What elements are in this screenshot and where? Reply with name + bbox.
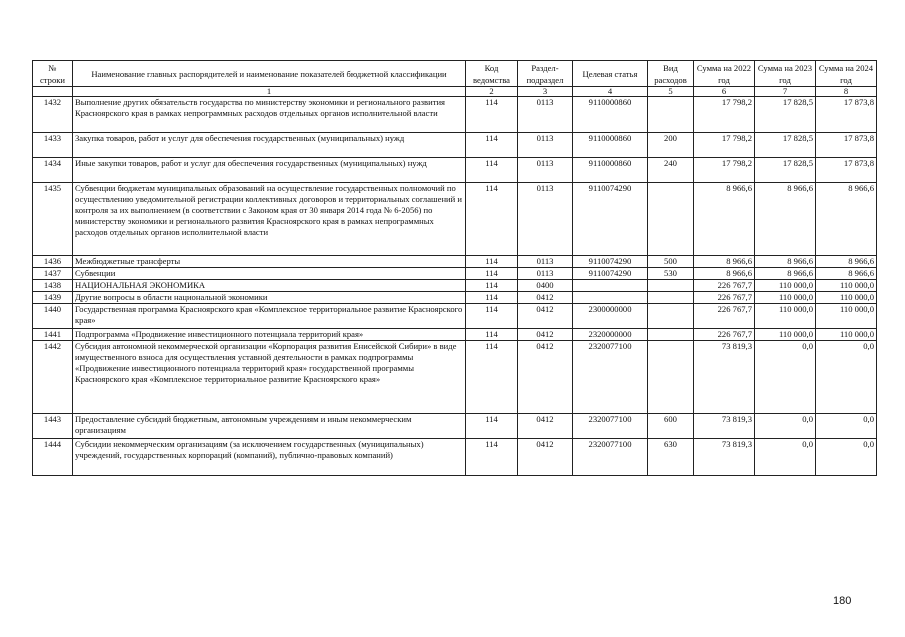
section-code: 0400 <box>518 280 573 292</box>
header-department-code: Код ведомства <box>466 61 518 87</box>
sum-2022: 17 798,2 <box>694 133 755 158</box>
row-name: Субвенции бюджетам муниципальных образований на осуществление государственных полномочий по осуществлению уведомительной регистрации коллективных договоров и территориальных соглашений и контроля за их выполнением (в соответствии с Законом края от 30 января 2014 года № 6-2056) по министерству экономики и регионального развития Красноярского края в рамках непрограммных расходов отдельных органов исполнительной власти <box>73 183 466 256</box>
department-code: 114 <box>466 256 518 268</box>
target-item: 9110074290 <box>573 256 648 268</box>
section-code: 0113 <box>518 158 573 183</box>
expense-type: 500 <box>648 256 694 268</box>
sum-2022: 8 966,6 <box>694 256 755 268</box>
section-code: 0113 <box>518 183 573 256</box>
sum-2022: 17 798,2 <box>694 158 755 183</box>
department-code: 114 <box>466 97 518 133</box>
row-name: Закупка товаров, работ и услуг для обеспечения государственных (муниципальных) нужд <box>73 133 466 158</box>
sum-2022: 8 966,6 <box>694 268 755 280</box>
expense-type: 600 <box>648 414 694 439</box>
sum-2024: 17 873,8 <box>816 133 877 158</box>
target-item: 2300000000 <box>573 304 648 329</box>
sum-2024: 0,0 <box>816 439 877 476</box>
header-section: Раздел-подраздел <box>518 61 573 87</box>
sum-2023: 0,0 <box>755 341 816 414</box>
column-number: 6 <box>694 87 755 97</box>
row-number: 1436 <box>33 256 73 268</box>
expense-type <box>648 292 694 304</box>
table-row <box>33 304 877 329</box>
row-number: 1432 <box>33 97 73 133</box>
sum-2024: 8 966,6 <box>816 268 877 280</box>
department-code: 114 <box>466 158 518 183</box>
target-item: 9110000860 <box>573 158 648 183</box>
section-code: 0412 <box>518 292 573 304</box>
table-row <box>33 133 877 158</box>
department-code: 114 <box>466 133 518 158</box>
budget-table <box>32 60 877 476</box>
row-number: 1434 <box>33 158 73 183</box>
sum-2024: 17 873,8 <box>816 97 877 133</box>
header-target-item: Целевая статья <box>573 61 648 87</box>
sum-2022: 73 819,3 <box>694 414 755 439</box>
table-row <box>33 439 877 476</box>
target-item <box>573 280 648 292</box>
column-number: 8 <box>816 87 877 97</box>
header-row-number: № строки <box>33 61 73 87</box>
row-name: Субсидии некоммерческим организациям (за исключением государственных (муниципальных) учреждений, государственных корпораций (компаний), публично-правовых компаний) <box>73 439 466 476</box>
target-item <box>573 292 648 304</box>
target-item: 2320077100 <box>573 341 648 414</box>
department-code: 114 <box>466 414 518 439</box>
sum-2024: 110 000,0 <box>816 280 877 292</box>
header-sum-2024: Сумма на 2024 год <box>816 61 877 87</box>
section-code: 0412 <box>518 341 573 414</box>
target-item: 9110000860 <box>573 97 648 133</box>
sum-2023: 8 966,6 <box>755 256 816 268</box>
department-code: 114 <box>466 280 518 292</box>
row-number: 1438 <box>33 280 73 292</box>
sum-2023: 110 000,0 <box>755 329 816 341</box>
sum-2024: 17 873,8 <box>816 158 877 183</box>
department-code: 114 <box>466 329 518 341</box>
table-row <box>33 268 877 280</box>
department-code: 114 <box>466 183 518 256</box>
row-number: 1437 <box>33 268 73 280</box>
department-code: 114 <box>466 439 518 476</box>
sum-2022: 73 819,3 <box>694 341 755 414</box>
sum-2024: 8 966,6 <box>816 183 877 256</box>
section-code: 0113 <box>518 133 573 158</box>
row-name: НАЦИОНАЛЬНАЯ ЭКОНОМИКА <box>73 280 466 292</box>
column-number: 7 <box>755 87 816 97</box>
header-sum-2022: Сумма на 2022 год <box>694 61 755 87</box>
sum-2023: 17 828,5 <box>755 133 816 158</box>
row-number: 1435 <box>33 183 73 256</box>
department-code: 114 <box>466 341 518 414</box>
expense-type: 200 <box>648 133 694 158</box>
sum-2024: 0,0 <box>816 414 877 439</box>
row-name: Подпрограмма «Продвижение инвестиционного потенциала территорий края» <box>73 329 466 341</box>
table-row <box>33 292 877 304</box>
target-item: 9110074290 <box>573 183 648 256</box>
row-name: Государственная программа Красноярского края «Комплексное территориальное развитие Красноярского края» <box>73 304 466 329</box>
table-row <box>33 341 877 414</box>
section-code: 0412 <box>518 304 573 329</box>
column-number: 5 <box>648 87 694 97</box>
target-item: 9110074290 <box>573 268 648 280</box>
target-item: 2320000000 <box>573 329 648 341</box>
row-name: Другие вопросы в области национальной экономики <box>73 292 466 304</box>
sum-2022: 73 819,3 <box>694 439 755 476</box>
sum-2022: 17 798,2 <box>694 97 755 133</box>
column-number-row <box>33 87 877 97</box>
table-row <box>33 414 877 439</box>
sum-2023: 0,0 <box>755 439 816 476</box>
expense-type <box>648 304 694 329</box>
target-item: 9110000860 <box>573 133 648 158</box>
table-row <box>33 158 877 183</box>
row-number: 1433 <box>33 133 73 158</box>
section-code: 0412 <box>518 329 573 341</box>
sum-2023: 110 000,0 <box>755 304 816 329</box>
column-number: 4 <box>573 87 648 97</box>
column-number: 1 <box>73 87 466 97</box>
row-name: Субвенции <box>73 268 466 280</box>
table-row <box>33 329 877 341</box>
header-row <box>33 61 877 87</box>
sum-2023: 110 000,0 <box>755 292 816 304</box>
sum-2022: 226 767,7 <box>694 280 755 292</box>
department-code: 114 <box>466 268 518 280</box>
column-number: 2 <box>466 87 518 97</box>
department-code: 114 <box>466 304 518 329</box>
header-sum-2023: Сумма на 2023 год <box>755 61 816 87</box>
sum-2022: 8 966,6 <box>694 183 755 256</box>
table-row <box>33 280 877 292</box>
expense-type <box>648 341 694 414</box>
section-code: 0113 <box>518 268 573 280</box>
page-number: 180 <box>833 595 852 607</box>
row-number: 1440 <box>33 304 73 329</box>
section-code: 0412 <box>518 439 573 476</box>
expense-type: 630 <box>648 439 694 476</box>
section-code: 0113 <box>518 256 573 268</box>
expense-type: 530 <box>648 268 694 280</box>
sum-2022: 226 767,7 <box>694 329 755 341</box>
expense-type <box>648 183 694 256</box>
sum-2023: 0,0 <box>755 414 816 439</box>
sum-2024: 110 000,0 <box>816 292 877 304</box>
row-number: 1444 <box>33 439 73 476</box>
sum-2022: 226 767,7 <box>694 304 755 329</box>
header-name: Наименование главных распорядителей и наименование показателей бюджетной классификации <box>73 61 466 87</box>
sum-2023: 110 000,0 <box>755 280 816 292</box>
header-expense-type: Вид расходов <box>648 61 694 87</box>
row-name: Межбюджетные трансферты <box>73 256 466 268</box>
expense-type <box>648 280 694 292</box>
section-code: 0412 <box>518 414 573 439</box>
table-row <box>33 256 877 268</box>
sum-2024: 0,0 <box>816 341 877 414</box>
column-number: 3 <box>518 87 573 97</box>
row-number: 1441 <box>33 329 73 341</box>
department-code: 114 <box>466 292 518 304</box>
column-number <box>33 87 73 97</box>
section-code: 0113 <box>518 97 573 133</box>
sum-2024: 110 000,0 <box>816 304 877 329</box>
row-number: 1442 <box>33 341 73 414</box>
sum-2023: 8 966,6 <box>755 268 816 280</box>
row-number: 1443 <box>33 414 73 439</box>
row-name: Выполнение других обязательств государства по министерству экономики и регионального развития Красноярского края в рамках непрограммных расходов отдельных органов исполнительной власти <box>73 97 466 133</box>
sum-2024: 110 000,0 <box>816 329 877 341</box>
row-name: Предоставление субсидий бюджетным, автономным учреждениям и иным некоммерческим организациям <box>73 414 466 439</box>
sum-2023: 17 828,5 <box>755 97 816 133</box>
row-number: 1439 <box>33 292 73 304</box>
target-item: 2320077100 <box>573 414 648 439</box>
table-row <box>33 97 877 133</box>
expense-type <box>648 97 694 133</box>
sum-2022: 226 767,7 <box>694 292 755 304</box>
row-name: Иные закупки товаров, работ и услуг для обеспечения государственных (муниципальных) нужд <box>73 158 466 183</box>
expense-type: 240 <box>648 158 694 183</box>
table-row <box>33 183 877 256</box>
sum-2023: 8 966,6 <box>755 183 816 256</box>
expense-type <box>648 329 694 341</box>
sum-2024: 8 966,6 <box>816 256 877 268</box>
row-name: Субсидия автономной некоммерческой организации «Корпорация развития Енисейской Сибири» в виде имущественного взноса для осуществления уставной деятельности в рамках подпрограммы «Продвижение инвестиционного потенциала территорий края» государственной программы Красноярского края «Комплексное территориальное развитие Красноярского края» <box>73 341 466 414</box>
sum-2023: 17 828,5 <box>755 158 816 183</box>
target-item: 2320077100 <box>573 439 648 476</box>
